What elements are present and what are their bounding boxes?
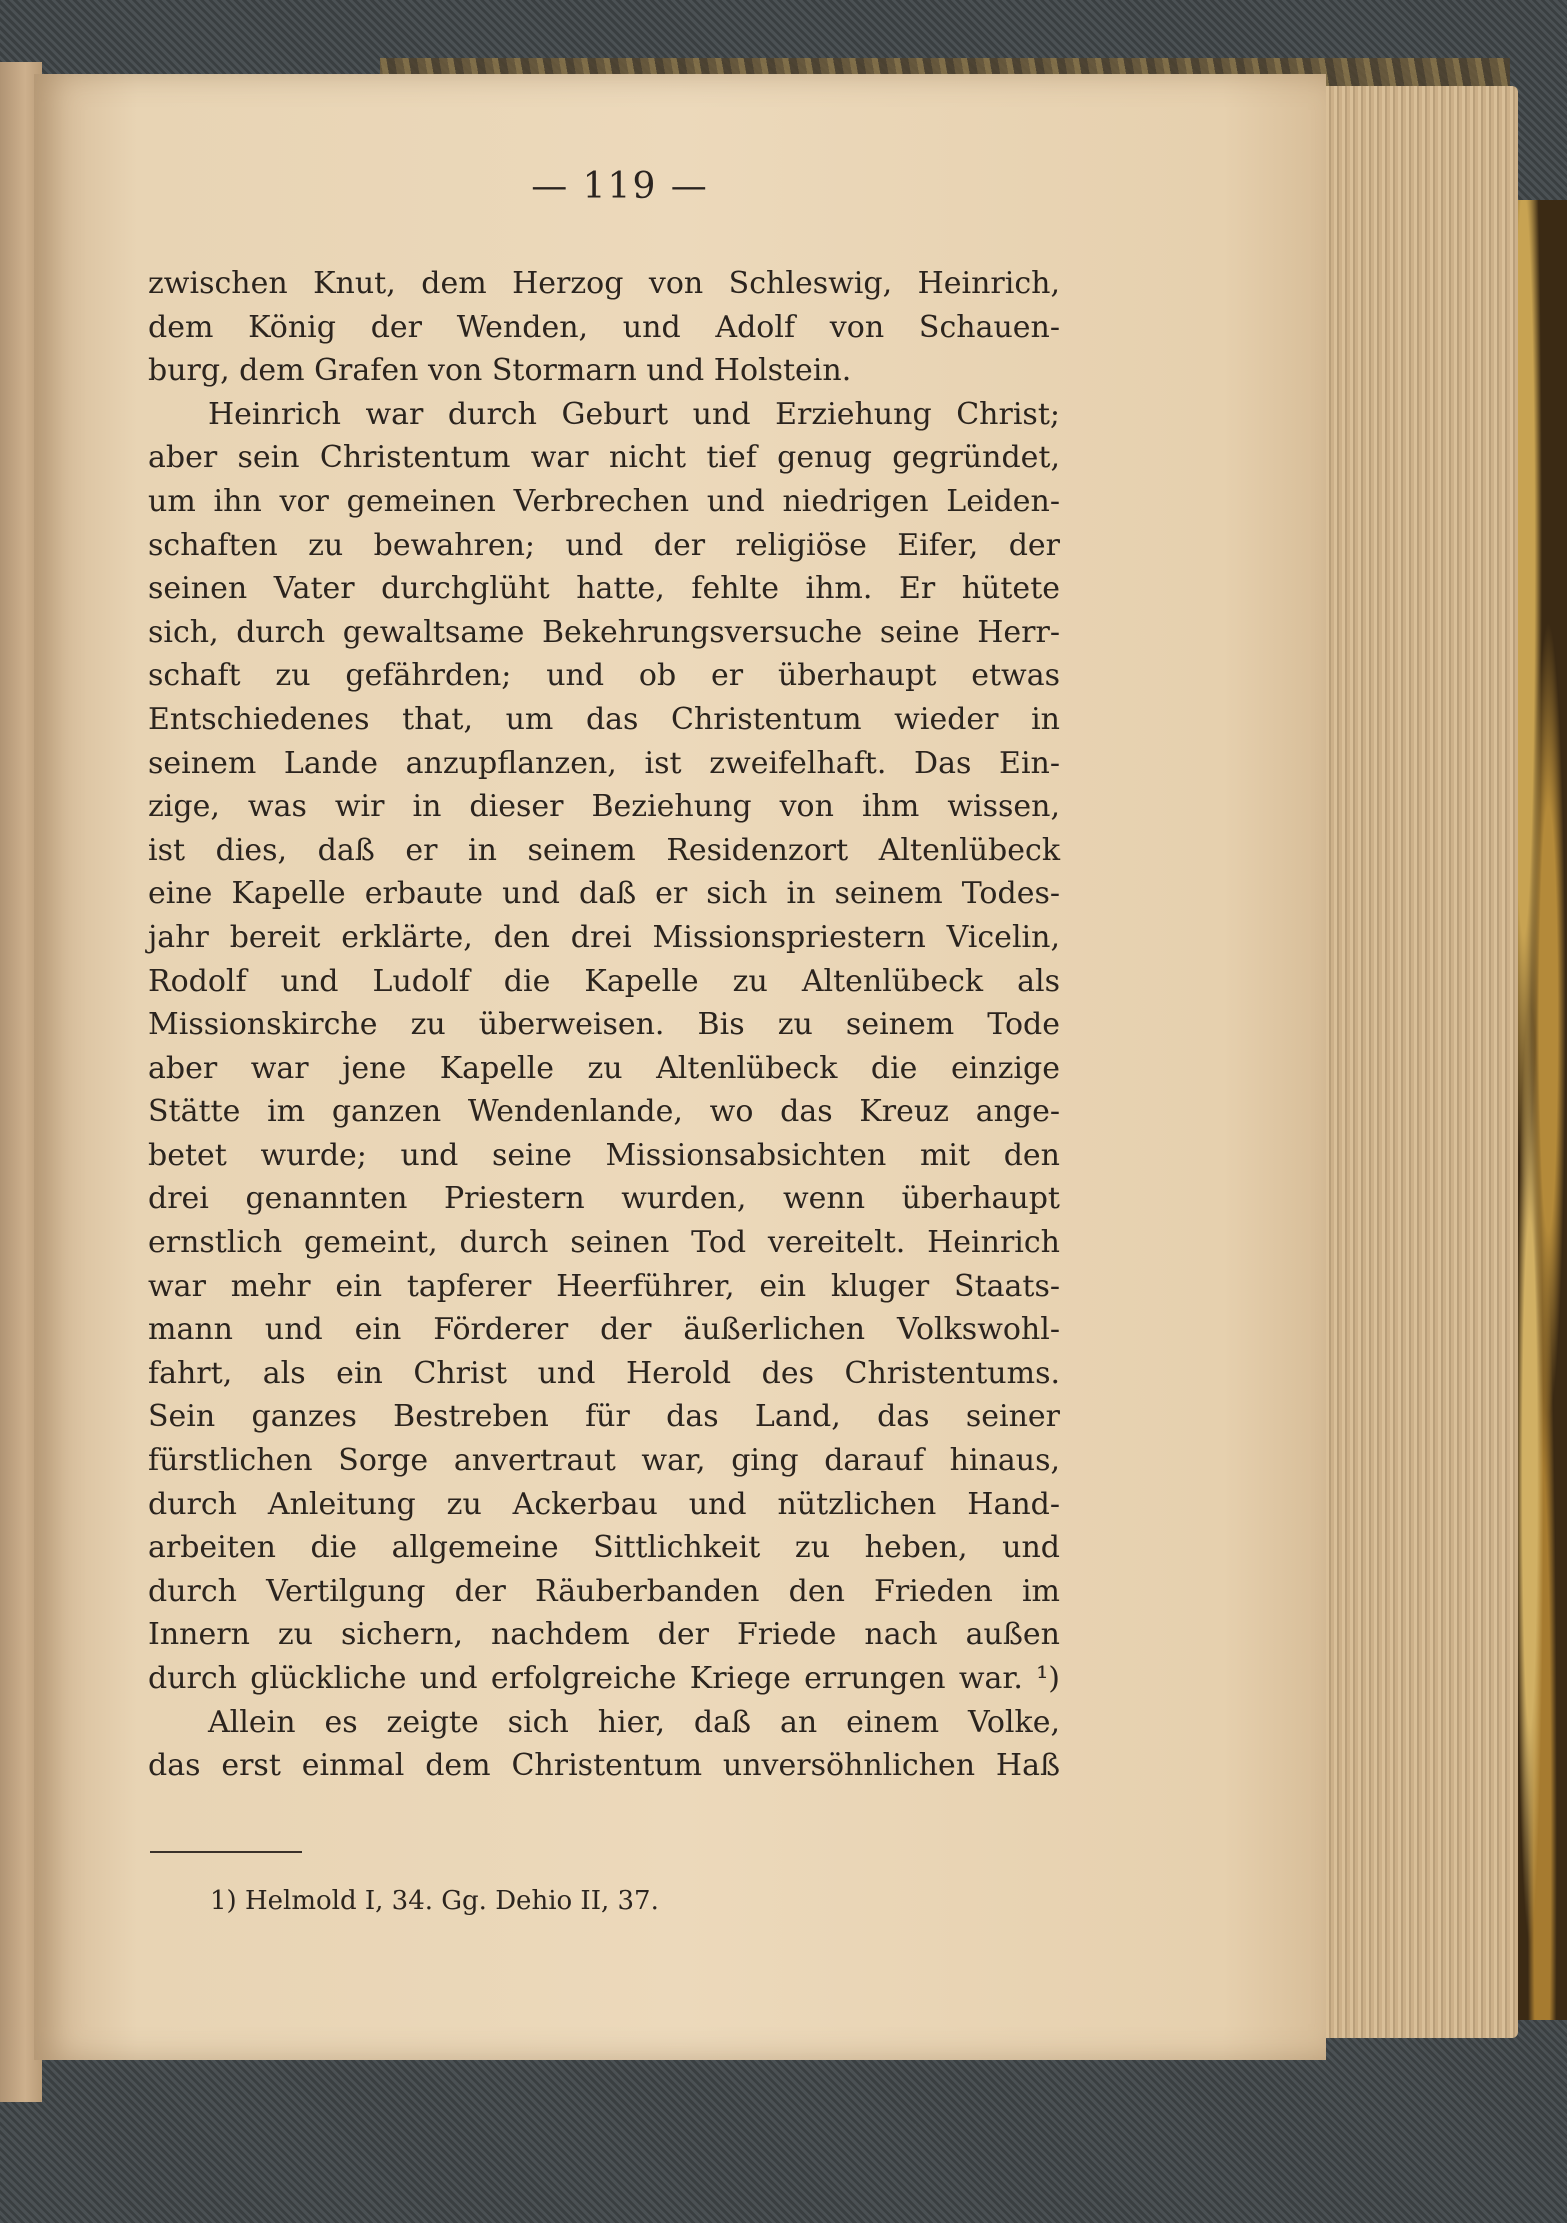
text-line: ernstlich gemeint, durch seinen Tod vereitelt. Heinrich <box>148 1225 1060 1261</box>
text-line: eine Kapelle erbaute und daß er sich in seinem Todes- <box>148 876 1060 912</box>
text-line: arbeiten die allgemeine Sittlichkeit zu heben, und <box>148 1530 1060 1566</box>
text-line: Missionskirche zu überweisen. Bis zu seinem Tode <box>148 1007 1060 1043</box>
text-line: betet wurde; und seine Missionsabsichten mit den <box>148 1137 1060 1173</box>
text-line: burg, dem Grafen von Stormarn und Holstein. <box>148 353 852 389</box>
text-line: durch glückliche und erfolgreiche Kriege errungen war. ¹) <box>148 1661 1060 1696</box>
text-line: fahrt, als ein Christ und Herold des Christentums. <box>148 1355 1060 1391</box>
text-line: zige, was wir in dieser Beziehung von ihm wissen, <box>148 789 1060 825</box>
text-line: Allein es zeigte sich hier, daß an einem Volke, <box>208 1704 1060 1740</box>
footnote: 1) Helmold I, 34. Gg. Dehio II, 37. <box>210 1886 659 1916</box>
page-number: — 119 — <box>531 166 709 207</box>
text-line: aber war jene Kapelle zu Altenlübeck die einzige <box>148 1050 1060 1086</box>
text-line: Innern zu sichern, nachdem der Friede nach außen <box>148 1617 1060 1653</box>
footnote-divider <box>150 1851 302 1853</box>
text-line: Entschiedenes that, um das Christentum wieder in <box>148 701 1060 737</box>
text-line: ist dies, daß er in seinem Residenzort Altenlübeck <box>148 832 1060 868</box>
text-line: seinem Lande anzupflanzen, ist zweifelhaft. Das Ein- <box>148 745 1060 781</box>
text-line: schaft zu gefährden; und ob er überhaupt etwas <box>148 658 1060 694</box>
text-line: um ihn vor gemeinen Verbrechen und niedrigen Leiden- <box>148 483 1060 519</box>
text-line: durch Anleitung zu Ackerbau und nützlichen Hand- <box>148 1486 1060 1522</box>
text-line: dem König der Wenden, und Adolf von Schauen- <box>148 309 1060 345</box>
text-line: Heinrich war durch Geburt und Erziehung Christ; <box>208 396 1060 432</box>
text-line: sich, durch gewaltsame Bekehrungsversuche seine Herr- <box>148 614 1060 650</box>
page-edges <box>1318 86 1518 2038</box>
text-line: war mehr ein tapferer Heerführer, ein kluger Staats- <box>148 1268 1060 1304</box>
text-line: schaften zu bewahren; und der religiöse Eifer, der <box>148 527 1060 563</box>
text-line: jahr bereit erklärte, den drei Missionspriestern Vicelin, <box>148 919 1060 955</box>
text-line: drei genannten Priestern wurden, wenn überhaupt <box>148 1181 1060 1217</box>
text-line: seinen Vater durchglüht hatte, fehlte ihm. Er hütete <box>148 571 1060 607</box>
text-line: aber sein Christentum war nicht tief genug gegründet, <box>148 440 1060 476</box>
text-line: mann und ein Förderer der äußerlichen Volkswohl- <box>148 1312 1060 1348</box>
body-text <box>148 262 1060 1788</box>
text-line: das erst einmal dem Christentum unversöhnlichen Haß <box>148 1748 1060 1784</box>
text-line: zwischen Knut, dem Herzog von Schleswig, Heinrich, <box>148 266 1060 301</box>
text-line: Rodolf und Ludolf die Kapelle zu Altenlübeck als <box>148 963 1060 999</box>
text-line: durch Vertilgung der Räuberbanden den Frieden im <box>148 1573 1060 1609</box>
text-line: fürstlichen Sorge anvertraut war, ging darauf hinaus, <box>148 1443 1060 1479</box>
text-line: Sein ganzes Bestreben für das Land, das seiner <box>148 1399 1060 1435</box>
text-line: Stätte im ganzen Wendenlande, wo das Kreuz ange- <box>148 1094 1060 1130</box>
